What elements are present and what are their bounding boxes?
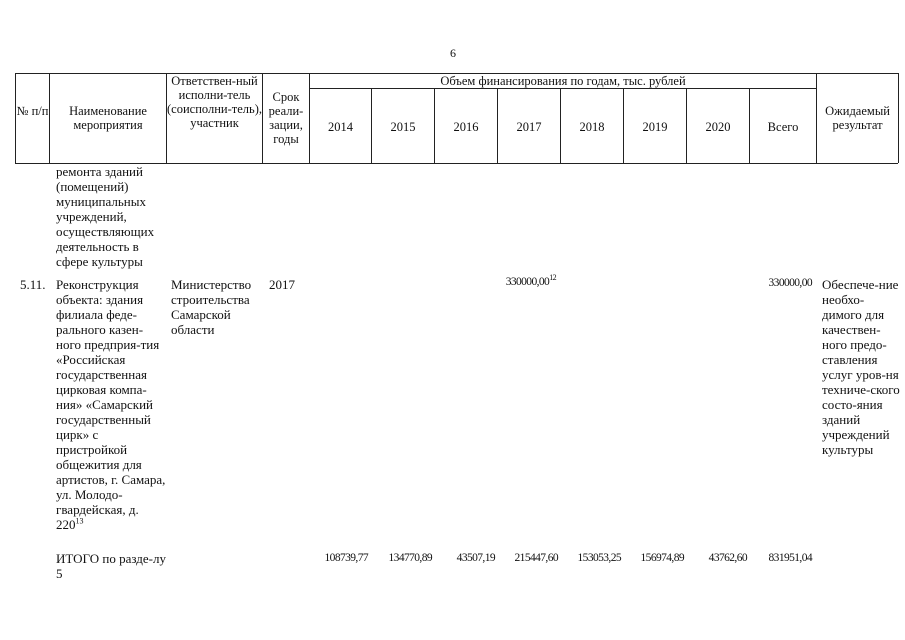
- header-year-2015: 2015: [390, 120, 416, 134]
- row-name: Реконструкция объекта: здания филиала феде-рального казен-ного предприя-тия «Российская государственная цирковая компа-ния» «Самарский государственный цирк» с пристройкой общежития для артистов, г. Самара, ул. Молодо-гвардейская, д. $220^{13}$: [56, 277, 166, 532]
- total-all: 831951,04: [768, 552, 812, 564]
- header-total: Всего: [767, 120, 799, 134]
- header-year-2017: 2017: [516, 120, 542, 134]
- total-2014: 108739,77: [324, 552, 368, 564]
- header-result: Ожидаемый результат: [825, 104, 890, 132]
- header-year-2014: 2014: [328, 120, 353, 134]
- header-year-2016: 2016: [453, 120, 479, 134]
- header-executor: Ответствен-ный исполни-тель (соисполни-тель), участник: [167, 74, 262, 130]
- header-year-2018: 2018: [579, 120, 605, 134]
- row-total: 330000,00: [768, 277, 812, 289]
- footnote-12: 12: [549, 273, 556, 283]
- row-term: 2017: [269, 277, 295, 292]
- header-year-2019: 2019: [642, 120, 668, 134]
- header-year-2020: 2020: [705, 120, 731, 134]
- header-term: Срок реали-зации, годы: [268, 90, 304, 146]
- total-2016: 43507,19: [456, 552, 495, 564]
- row-number: 5.11.: [20, 277, 46, 292]
- row-amount-2017: 330000,00$^{12}$: [505, 273, 556, 288]
- page-number: 6: [450, 46, 456, 60]
- row-executor: Министерство строительства Самарской области: [171, 277, 252, 337]
- total-label: ИТОГО по разде-лу 5: [56, 551, 166, 581]
- total-2018: 153053,25: [577, 552, 621, 564]
- header-funding-title: Объем финансирования по годам, тыс. рублей: [440, 74, 686, 88]
- total-2017: 215447,60: [514, 552, 558, 564]
- total-2020: 43762,60: [708, 552, 747, 564]
- continuation-text: ремонта зданий (помещений) муниципальных учреждений, осуществляющих деятельность в сфере культуры: [56, 164, 155, 269]
- footnote-13: 13: [75, 516, 84, 526]
- total-2015: 134770,89: [388, 552, 432, 564]
- total-2019: 156974,89: [640, 552, 684, 564]
- header-num: № п/п: [16, 104, 49, 118]
- row-result: Обеспече-ние необхо-димого для качествен-ного предо-ставления услуг уров-ня техниче-ского состо-яния зданий учреждений культуры: [822, 277, 900, 457]
- header-name: Наименование мероприятия: [69, 104, 147, 132]
